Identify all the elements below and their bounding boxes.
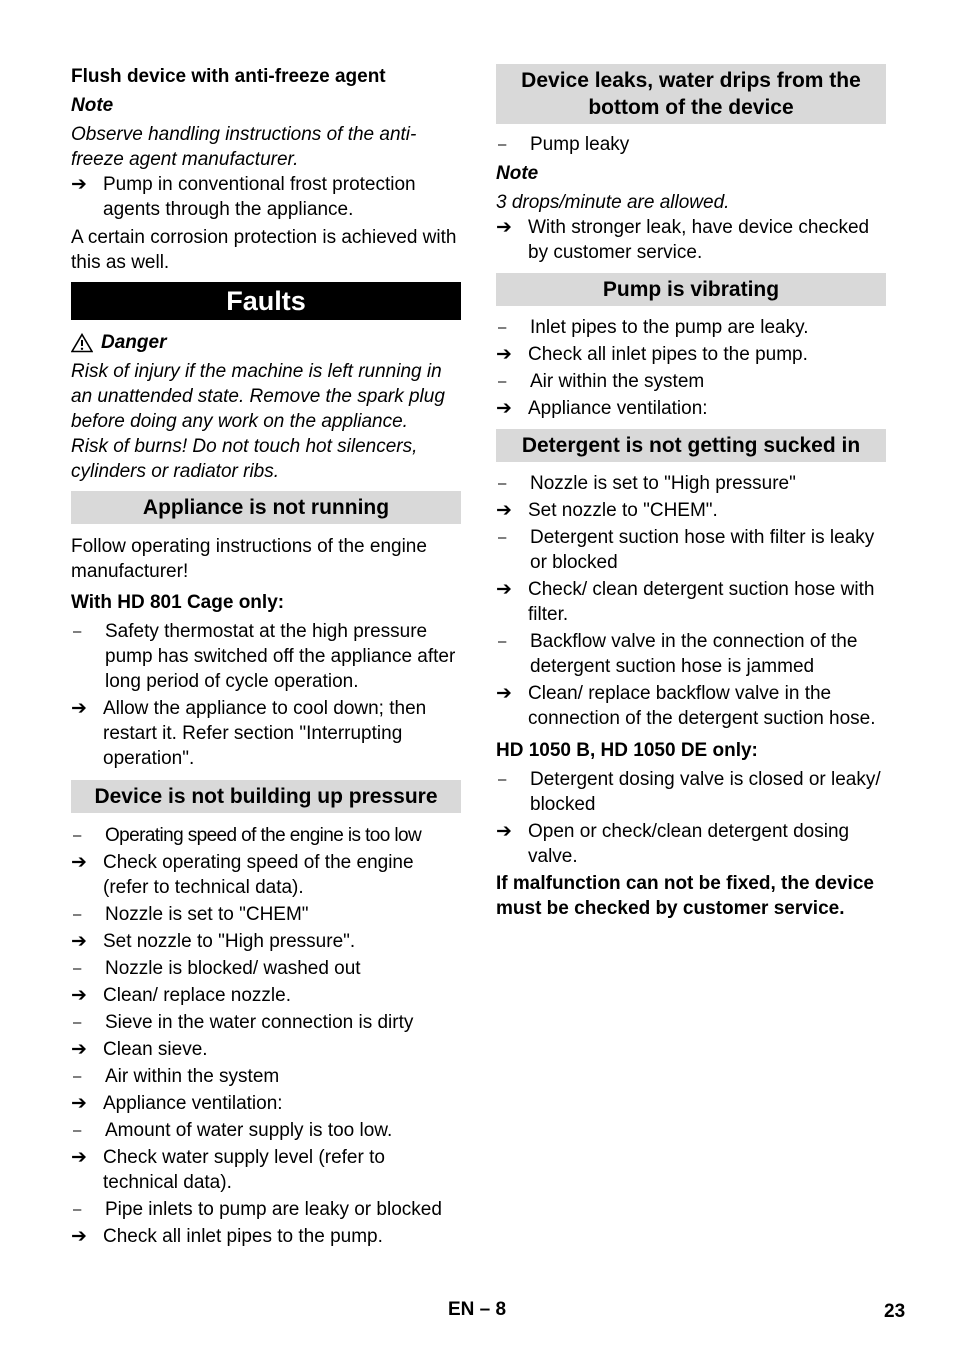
list-item bbox=[496, 498, 886, 523]
arrow-right-icon: ➔ bbox=[496, 821, 512, 842]
list-item bbox=[496, 819, 886, 869]
section-vibrating: Pump is vibrating bbox=[496, 273, 886, 306]
list-item-text: Sieve in the water connection is dirty bbox=[105, 1012, 414, 1033]
dash-bullet: – bbox=[73, 623, 82, 640]
danger-heading bbox=[71, 330, 461, 355]
warning-triangle-icon bbox=[71, 333, 93, 353]
list-item bbox=[496, 315, 886, 340]
list-item bbox=[71, 1145, 461, 1195]
list-item bbox=[496, 577, 886, 627]
footer-language-code: EN – 8 bbox=[448, 1299, 507, 1320]
section-not-running: Appliance is not running bbox=[71, 491, 461, 524]
list-item bbox=[71, 1197, 461, 1222]
arrow-right-icon: ➔ bbox=[71, 852, 87, 873]
danger-label: Danger bbox=[101, 332, 167, 353]
arrow-right-icon: ➔ bbox=[71, 174, 87, 195]
list-item-text: Operating speed of the engine is too low bbox=[105, 825, 422, 846]
list-item bbox=[71, 956, 461, 981]
arrow-right-icon: ➔ bbox=[496, 579, 512, 600]
faults-title: Faults bbox=[71, 282, 461, 320]
dash-bullet: – bbox=[73, 1122, 82, 1139]
list-item-text: Check all inlet pipes to the pump. bbox=[528, 344, 808, 365]
list-item bbox=[71, 823, 461, 848]
dash-bullet: – bbox=[498, 373, 507, 390]
arrow-right-icon: ➔ bbox=[71, 1093, 87, 1114]
list-item-text: Check water supply level (refer to technical data). bbox=[103, 1147, 385, 1193]
dash-bullet: – bbox=[498, 771, 507, 788]
list-item bbox=[496, 369, 886, 394]
dash-bullet: – bbox=[498, 475, 507, 492]
arrow-right-icon: ➔ bbox=[71, 1039, 87, 1060]
list-item-text: Nozzle is set to "High pressure" bbox=[530, 473, 796, 494]
page-number: 23 bbox=[884, 1301, 906, 1322]
dash-bullet: – bbox=[498, 136, 507, 153]
list-item-text: Amount of water supply is too low. bbox=[105, 1120, 393, 1141]
left-column bbox=[71, 64, 461, 1249]
list-item bbox=[71, 850, 461, 900]
list-item-text: Clean sieve. bbox=[103, 1039, 208, 1060]
list-item-text: Air within the system bbox=[105, 1066, 280, 1087]
arrow-right-icon: ➔ bbox=[71, 985, 87, 1006]
list-item-text: Clean/ replace backflow valve in the connection of the detergent suction hose. bbox=[528, 683, 876, 729]
section-leaks: Device leaks, water drips from the bottom of the device bbox=[496, 64, 886, 124]
list-item-text: Backflow valve in the connection of the detergent suction hose is jammed bbox=[530, 631, 858, 677]
list-item-text: Set nozzle to "High pressure". bbox=[103, 931, 356, 952]
arrow-right-icon: ➔ bbox=[496, 500, 512, 521]
list-item bbox=[71, 1091, 461, 1116]
arrow-right-icon: ➔ bbox=[496, 344, 512, 365]
section-no-pressure: Device is not building up pressure bbox=[71, 780, 461, 813]
list-item bbox=[71, 619, 461, 694]
list-item-text: Open or check/clean detergent dosing valve. bbox=[528, 821, 850, 867]
dash-bullet: – bbox=[73, 1014, 82, 1031]
dash-bullet: – bbox=[73, 906, 82, 923]
dash-bullet: – bbox=[498, 633, 507, 650]
arrow-right-icon: ➔ bbox=[71, 1147, 87, 1168]
leaks-step: ➔ With stronger leak, have device checked by customer service. bbox=[496, 217, 870, 263]
list-item bbox=[71, 1037, 461, 1062]
danger-text-burns: Risk of burns! Do not touch hot silencers, cylinders or radiator ribs. bbox=[71, 436, 418, 482]
dash-bullet: – bbox=[498, 319, 507, 336]
list-item-text: Appliance ventilation: bbox=[103, 1093, 283, 1114]
hd801-list bbox=[71, 619, 461, 771]
list-item bbox=[496, 342, 886, 367]
dash-bullet: – bbox=[498, 529, 507, 546]
note-text: 3 drops/minute are allowed. bbox=[496, 192, 730, 213]
list-item bbox=[71, 983, 461, 1008]
list-item bbox=[71, 1224, 461, 1249]
list-item-text: Clean/ replace nozzle. bbox=[103, 985, 291, 1006]
dash-bullet: – bbox=[73, 827, 82, 844]
note-label: Note bbox=[496, 163, 539, 184]
list-item bbox=[71, 1064, 461, 1089]
list-item-text: Nozzle is blocked/ washed out bbox=[105, 958, 361, 979]
hd801-heading: With HD 801 Cage only: bbox=[71, 592, 285, 613]
list-item bbox=[496, 767, 886, 817]
list-item-text: Air within the system bbox=[530, 371, 705, 392]
list-item bbox=[71, 1010, 461, 1035]
list-item-text: Detergent dosing valve is closed or leaky/ blocked bbox=[530, 769, 881, 815]
section-detergent: Detergent is not getting sucked in bbox=[496, 429, 886, 462]
list-item bbox=[71, 929, 461, 954]
list-item-text: Pipe inlets to pump are leaky or blocked bbox=[105, 1199, 442, 1220]
list-item-text: Set nozzle to "CHEM". bbox=[528, 500, 718, 521]
dash-bullet: – bbox=[73, 1068, 82, 1085]
vibrating-list bbox=[496, 315, 886, 421]
list-item-text: Nozzle is set to "CHEM" bbox=[105, 904, 309, 925]
pressure-list bbox=[71, 823, 461, 1249]
list-item-text: Check all inlet pipes to the pump. bbox=[103, 1226, 383, 1247]
dash-bullet: – bbox=[73, 1201, 82, 1218]
flush-heading: Flush device with anti-freeze agent bbox=[71, 66, 386, 87]
arrow-right-icon: ➔ bbox=[71, 698, 87, 719]
not-running-text: Follow operating instructions of the engine manufacturer! bbox=[71, 536, 427, 582]
list-item bbox=[496, 525, 886, 575]
list-item bbox=[496, 396, 886, 421]
list-item-text: Inlet pipes to the pump are leaky. bbox=[530, 317, 809, 338]
list-item-text: Check operating speed of the engine (refer to technical data). bbox=[103, 852, 414, 898]
list-item bbox=[71, 902, 461, 927]
list-item bbox=[496, 681, 886, 731]
arrow-right-icon: ➔ bbox=[496, 683, 512, 704]
list-item bbox=[71, 696, 461, 771]
note-text: Observe handling instructions of the anti-freeze agent manufacturer. bbox=[71, 124, 417, 170]
list-item bbox=[71, 1118, 461, 1143]
corrosion-text: A certain corrosion protection is achieved with this as well. bbox=[71, 227, 457, 273]
list-item bbox=[496, 471, 886, 496]
flush-step: ➔ Pump in conventional frost protection agents through the appliance. bbox=[71, 174, 416, 220]
detergent-list bbox=[496, 471, 886, 731]
list-item bbox=[496, 629, 886, 679]
hd1050-list bbox=[496, 767, 886, 869]
hd1050-heading: HD 1050 B, HD 1050 DE only: bbox=[496, 740, 758, 761]
arrow-right-icon: ➔ bbox=[71, 931, 87, 952]
list-item-text: Appliance ventilation: bbox=[528, 398, 708, 419]
leaks-item: – Pump leaky bbox=[498, 134, 630, 155]
arrow-right-icon: ➔ bbox=[496, 217, 512, 238]
final-note: If malfunction can not be fixed, the device must be checked by customer service. bbox=[496, 873, 874, 919]
danger-text-injury: Risk of injury if the machine is left running in an unattended state. Remove the spark plug before doing any work on the appliance. bbox=[71, 361, 445, 432]
note-label: Note bbox=[71, 95, 114, 116]
list-item-text: Check/ clean detergent suction hose with filter. bbox=[528, 579, 875, 625]
dash-bullet: – bbox=[73, 960, 82, 977]
arrow-right-icon: ➔ bbox=[496, 398, 512, 419]
arrow-right-icon: ➔ bbox=[71, 1226, 87, 1247]
list-item-text: Detergent suction hose with filter is leaky or blocked bbox=[530, 527, 875, 573]
right-column bbox=[496, 64, 886, 921]
list-item-text: Safety thermostat at the high pressure pump has switched off the appliance after long period of cycle operation. bbox=[105, 621, 456, 692]
list-item-text: Allow the appliance to cool down; then restart it. Refer section "Interrupting operation". bbox=[103, 698, 427, 769]
